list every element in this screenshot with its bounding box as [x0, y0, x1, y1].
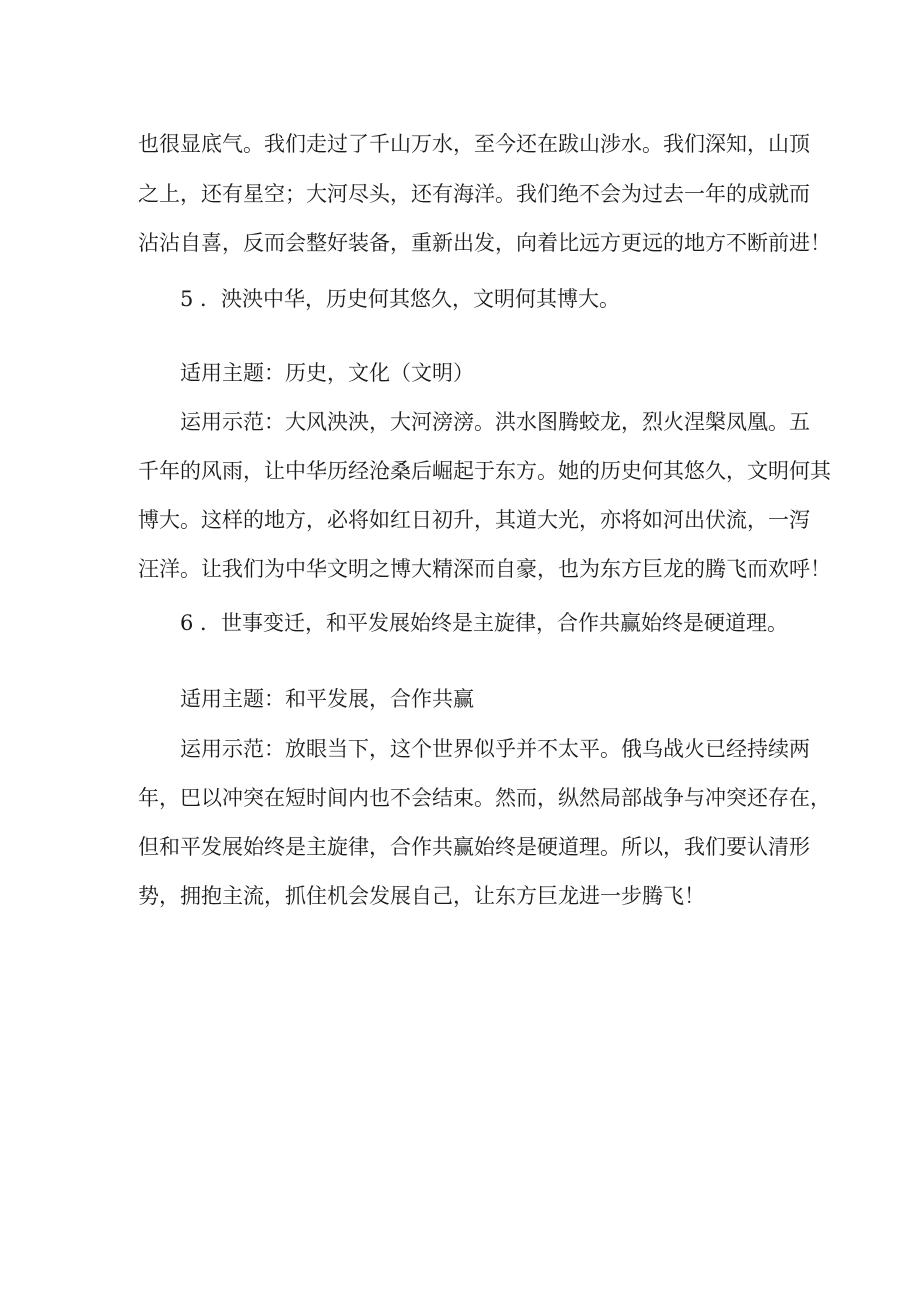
- section6-theme: 适用主题：和平发展，合作共赢: [180, 687, 474, 711]
- section5-heading: 5 ．泱泱中华，历史何其悠久，文明何其博大。: [180, 287, 621, 311]
- section6-example-line-1: 运用示范：放眼当下，这个世界似乎并不太平。俄乌战火已经持续两: [180, 737, 810, 761]
- intro-line-1: 也很显底气。我们走过了千山万水，至今还在跋山涉水。我们深知，山顶: [138, 132, 810, 156]
- section5-example-line-1: 运用示范：大风泱泱，大河滂滂。洪水图腾蛟龙，烈火涅槃凤凰。五: [180, 410, 810, 434]
- intro-line-3: 沾沾自喜，反而会整好装备，重新出发，向着比远方更远的地方不断前进！: [138, 231, 831, 255]
- section6-example-line-3: 但和平发展始终是主旋律，合作共赢始终是硬道理。所以，我们要认清形: [138, 835, 810, 859]
- section6-example-line-2: 年，巴以冲突在短时间内也不会结束。然而，纵然局部战争与冲突还存在，: [138, 786, 831, 810]
- section6-heading: 6 ．世事变迁，和平发展始终是主旋律，合作共赢始终是硬道理。: [180, 611, 789, 635]
- section6-example-line-4: 势，拥抱主流，抓住机会发展自己，让东方巨龙进一步腾飞！: [138, 884, 705, 908]
- section5-example-line-3: 博大。这样的地方，必将如红日初升，其道大光，亦将如河出伏流，一泻: [138, 508, 810, 532]
- section5-example-line-2: 千年的风雨，让中华历经沧桑后崛起于东方。她的历史何其悠久，文明何其: [138, 459, 831, 483]
- section5-theme: 适用主题：历史，文化（文明）: [180, 361, 474, 385]
- intro-line-2: 之上，还有星空；大河尽头，还有海洋。我们绝不会为过去一年的成就而: [138, 182, 810, 206]
- section5-example-line-4: 汪洋。让我们为中华文明之博大精深而自豪，也为东方巨龙的腾飞而欢呼！: [138, 557, 831, 581]
